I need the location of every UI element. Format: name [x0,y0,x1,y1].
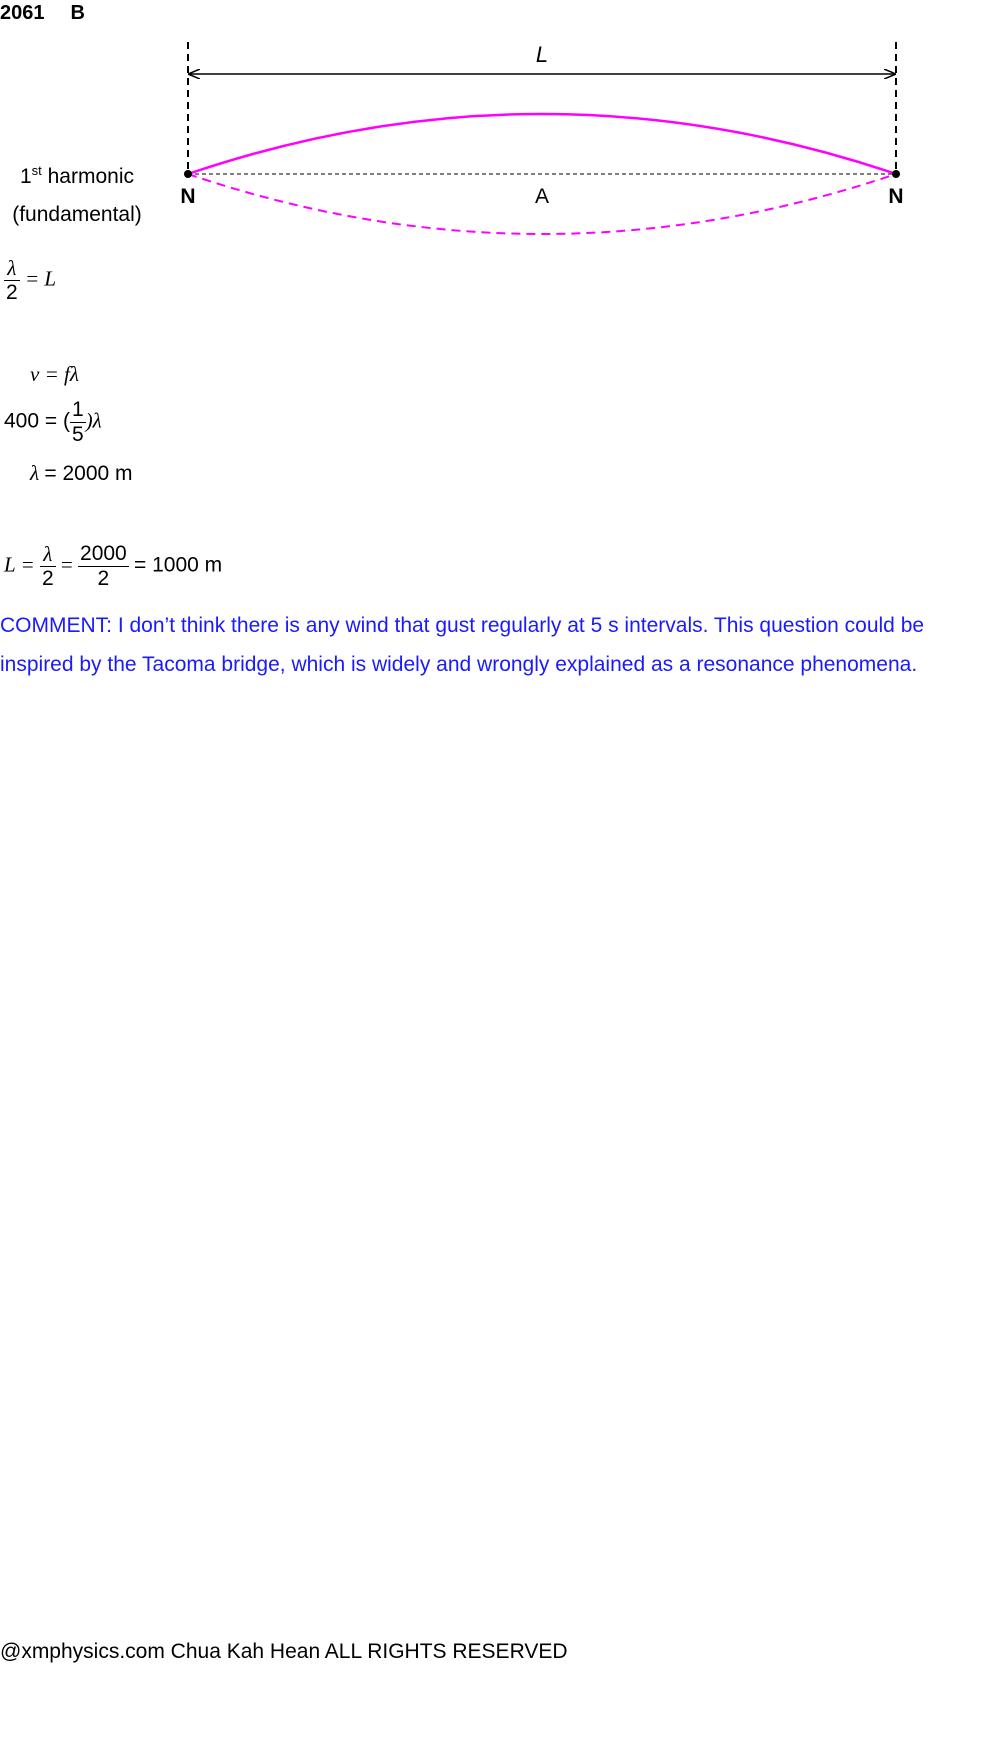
node-label-right: N [888,185,904,208]
fraction: $\frac{1}{5}$ [71,398,84,446]
fraction: $\frac{2000}{2}$ [80,542,127,590]
equation-substitution: 400 = ( $\frac{1}{5}$ )λ [4,398,102,446]
standing-wave-diagram [0,0,1001,250]
copyright-footer: @xmphysics.com Chua Kah Hean ALL RIGHTS RESERVED [0,1640,568,1663]
node-dot-right [892,170,900,178]
equation-length-result: L = $\frac{\lambda}{2}$ = $\frac{2000}{2}$ = 1000 m [4,542,223,590]
equation-wave-speed: v = fλ [30,362,79,386]
equation-half-wavelength: $\frac{\lambda}{2}$ = L [6,256,57,304]
wave-solid [188,114,896,174]
question-number: 2061 [0,2,45,24]
comment-line-1: COMMENT: I don’t think there is any wind that gust regularly at 5 s intervals. This question could be [0,614,925,637]
answer-letter: B [70,2,85,24]
node-label-left: N [180,185,196,208]
harmonic-title: 1st harmonic [19,163,134,188]
equation-wavelength-result: λ = 2000 m [30,461,133,485]
comment-block [0,606,1001,684]
comment-line-2: inspired by the Tacoma bridge, which is widely and wrongly explained as a resonance phenomena. [0,653,918,676]
antinode-label: A [534,185,550,208]
harmonic-label [4,152,150,234]
fraction: $\frac{\lambda}{2}$ [6,256,18,304]
length-label: L [535,42,549,67]
fraction: $\frac{\lambda}{2}$ [41,542,54,590]
node-dot-left [184,170,192,178]
harmonic-subtitle: (fundamental) [12,203,142,226]
